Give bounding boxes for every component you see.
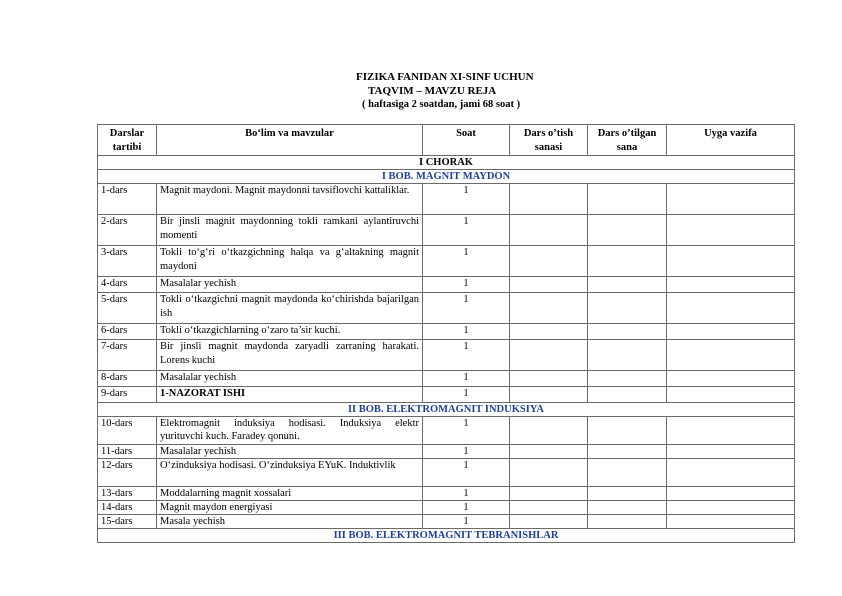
lesson-hours: 1 bbox=[423, 459, 510, 487]
date-done-cell bbox=[588, 515, 667, 529]
homework-cell bbox=[667, 277, 795, 293]
homework-cell bbox=[667, 459, 795, 487]
col-uyga-vazifa: Uyga vazifa bbox=[667, 125, 795, 156]
header-subtitle: TAQVIM – MAVZU REJA bbox=[368, 85, 497, 97]
lesson-plan-table bbox=[97, 124, 795, 543]
lesson-number: 7-dars bbox=[98, 340, 157, 371]
lesson-number: 15-dars bbox=[98, 515, 157, 529]
section-bob2: II BOB. ELEKTROMAGNIT INDUKSIYA bbox=[98, 403, 795, 417]
homework-cell bbox=[667, 371, 795, 387]
homework-cell bbox=[667, 515, 795, 529]
lesson-topic: Masalalar yechish bbox=[157, 277, 423, 293]
date-planned-cell bbox=[510, 293, 588, 324]
table-row bbox=[98, 246, 795, 277]
table-row bbox=[98, 215, 795, 246]
lesson-number: 12-dars bbox=[98, 459, 157, 487]
lesson-hours: 1 bbox=[423, 340, 510, 371]
date-planned-cell bbox=[510, 246, 588, 277]
lesson-topic: Moddalarning magnit xossalari bbox=[157, 487, 423, 501]
lesson-topic: O‘zinduksiya hodisasi. O‘zinduksiya EYuK. Induktivlik bbox=[157, 459, 423, 487]
date-planned-cell bbox=[510, 324, 588, 340]
table-row bbox=[98, 445, 795, 459]
date-planned-cell bbox=[510, 371, 588, 387]
homework-cell bbox=[667, 387, 795, 403]
lesson-hours: 1 bbox=[423, 371, 510, 387]
lesson-topic: Masalalar yechish bbox=[157, 445, 423, 459]
date-planned-cell bbox=[510, 501, 588, 515]
date-planned-cell bbox=[510, 487, 588, 501]
lesson-number: 14-dars bbox=[98, 501, 157, 515]
lesson-hours: 1 bbox=[423, 277, 510, 293]
homework-cell bbox=[667, 340, 795, 371]
lesson-topic: 1-NAZORAT ISHI bbox=[157, 387, 423, 403]
homework-cell bbox=[667, 487, 795, 501]
lesson-hours: 1 bbox=[423, 215, 510, 246]
lesson-number: 1-dars bbox=[98, 184, 157, 215]
date-done-cell bbox=[588, 293, 667, 324]
document-header bbox=[0, 70, 842, 112]
homework-cell bbox=[667, 501, 795, 515]
date-done-cell bbox=[588, 459, 667, 487]
lesson-hours: 1 bbox=[423, 387, 510, 403]
lesson-hours: 1 bbox=[423, 293, 510, 324]
date-planned-cell bbox=[510, 184, 588, 215]
section-row bbox=[98, 170, 795, 184]
date-done-cell bbox=[588, 184, 667, 215]
table-row bbox=[98, 340, 795, 371]
table-row bbox=[98, 417, 795, 445]
table-row bbox=[98, 293, 795, 324]
lesson-number: 9-dars bbox=[98, 387, 157, 403]
table-row bbox=[98, 501, 795, 515]
date-done-cell bbox=[588, 215, 667, 246]
section-bob1: I BOB. MAGNIT MAYDON bbox=[98, 170, 795, 184]
lesson-hours: 1 bbox=[423, 515, 510, 529]
table-row bbox=[98, 487, 795, 501]
table-row bbox=[98, 277, 795, 293]
table-row bbox=[98, 387, 795, 403]
date-done-cell bbox=[588, 387, 667, 403]
table-row bbox=[98, 324, 795, 340]
header-title: FIZIKA FANIDAN XI-SINF UCHUN bbox=[356, 71, 534, 83]
header-note: ( haftasiga 2 soatdan, jami 68 soat ) bbox=[362, 99, 521, 110]
homework-cell bbox=[667, 417, 795, 445]
lesson-hours: 1 bbox=[423, 417, 510, 445]
date-planned-cell bbox=[510, 340, 588, 371]
lesson-topic: Magnit maydon energiyasi bbox=[157, 501, 423, 515]
date-done-cell bbox=[588, 246, 667, 277]
lesson-hours: 1 bbox=[423, 501, 510, 515]
date-planned-cell bbox=[510, 387, 588, 403]
section-chorak: I CHORAK bbox=[98, 156, 795, 170]
date-done-cell bbox=[588, 324, 667, 340]
date-planned-cell bbox=[510, 417, 588, 445]
date-done-cell bbox=[588, 501, 667, 515]
lesson-number: 3-dars bbox=[98, 246, 157, 277]
lesson-topic: Elektromagnit induksiya hodisasi. Induksiya elektr yurituvchi kuch. Faradey qonuni. bbox=[157, 417, 423, 445]
lesson-number: 8-dars bbox=[98, 371, 157, 387]
table-row bbox=[98, 515, 795, 529]
col-bolim: Bo‘lim va mavzular bbox=[157, 125, 423, 156]
lesson-hours: 1 bbox=[423, 246, 510, 277]
date-done-cell bbox=[588, 340, 667, 371]
table-row bbox=[98, 371, 795, 387]
lesson-number: 10-dars bbox=[98, 417, 157, 445]
lesson-topic: Magnit maydoni. Magnit maydonni tavsiflovchi kattaliklar. bbox=[157, 184, 423, 215]
date-done-cell bbox=[588, 277, 667, 293]
lesson-number: 11-dars bbox=[98, 445, 157, 459]
date-planned-cell bbox=[510, 459, 588, 487]
lesson-topic: Tokli o‘tkazgichni magnit maydonda ko‘chirishda bajarilgan ish bbox=[157, 293, 423, 324]
homework-cell bbox=[667, 445, 795, 459]
date-planned-cell bbox=[510, 445, 588, 459]
col-dars-otilgan: Dars o’tilgan sana bbox=[588, 125, 667, 156]
lesson-topic: Masalalar yechish bbox=[157, 371, 423, 387]
col-soat: Soat bbox=[423, 125, 510, 156]
homework-cell bbox=[667, 184, 795, 215]
date-planned-cell bbox=[510, 277, 588, 293]
lesson-topic: Tokli o‘tkazgichlarning o‘zaro ta’sir kuchi. bbox=[157, 324, 423, 340]
lesson-number: 13-dars bbox=[98, 487, 157, 501]
date-planned-cell bbox=[510, 215, 588, 246]
lesson-hours: 1 bbox=[423, 324, 510, 340]
date-done-cell bbox=[588, 487, 667, 501]
lesson-topic: Bir jinsli magnit maydonda zaryadli zarraning harakati. Lorens kuchi bbox=[157, 340, 423, 371]
section-row bbox=[98, 529, 795, 543]
section-row bbox=[98, 403, 795, 417]
homework-cell bbox=[667, 324, 795, 340]
lesson-number: 6-dars bbox=[98, 324, 157, 340]
section-row bbox=[98, 156, 795, 170]
lesson-hours: 1 bbox=[423, 184, 510, 215]
table-row bbox=[98, 184, 795, 215]
lesson-topic: Tokli to‘g‘ri o‘tkazgichning halqa va g‘altakning magnit maydoni bbox=[157, 246, 423, 277]
date-done-cell bbox=[588, 371, 667, 387]
table-header-row bbox=[98, 125, 795, 156]
lesson-number: 5-dars bbox=[98, 293, 157, 324]
col-dars-otish: Dars o’tish sanasi bbox=[510, 125, 588, 156]
homework-cell bbox=[667, 293, 795, 324]
table-row bbox=[98, 459, 795, 487]
lesson-topic: Bir jinsli magnit maydonning tokli ramkani aylantiruvchi momenti bbox=[157, 215, 423, 246]
lesson-hours: 1 bbox=[423, 487, 510, 501]
date-done-cell bbox=[588, 417, 667, 445]
date-planned-cell bbox=[510, 515, 588, 529]
section-bob3: III BOB. ELEKTROMAGNIT TEBRANISHLAR bbox=[98, 529, 795, 543]
lesson-hours: 1 bbox=[423, 445, 510, 459]
lesson-number: 4-dars bbox=[98, 277, 157, 293]
date-done-cell bbox=[588, 445, 667, 459]
lesson-number: 2-dars bbox=[98, 215, 157, 246]
col-darslar: Darslar tartibi bbox=[98, 125, 157, 156]
lesson-topic: Masala yechish bbox=[157, 515, 423, 529]
homework-cell bbox=[667, 215, 795, 246]
homework-cell bbox=[667, 246, 795, 277]
